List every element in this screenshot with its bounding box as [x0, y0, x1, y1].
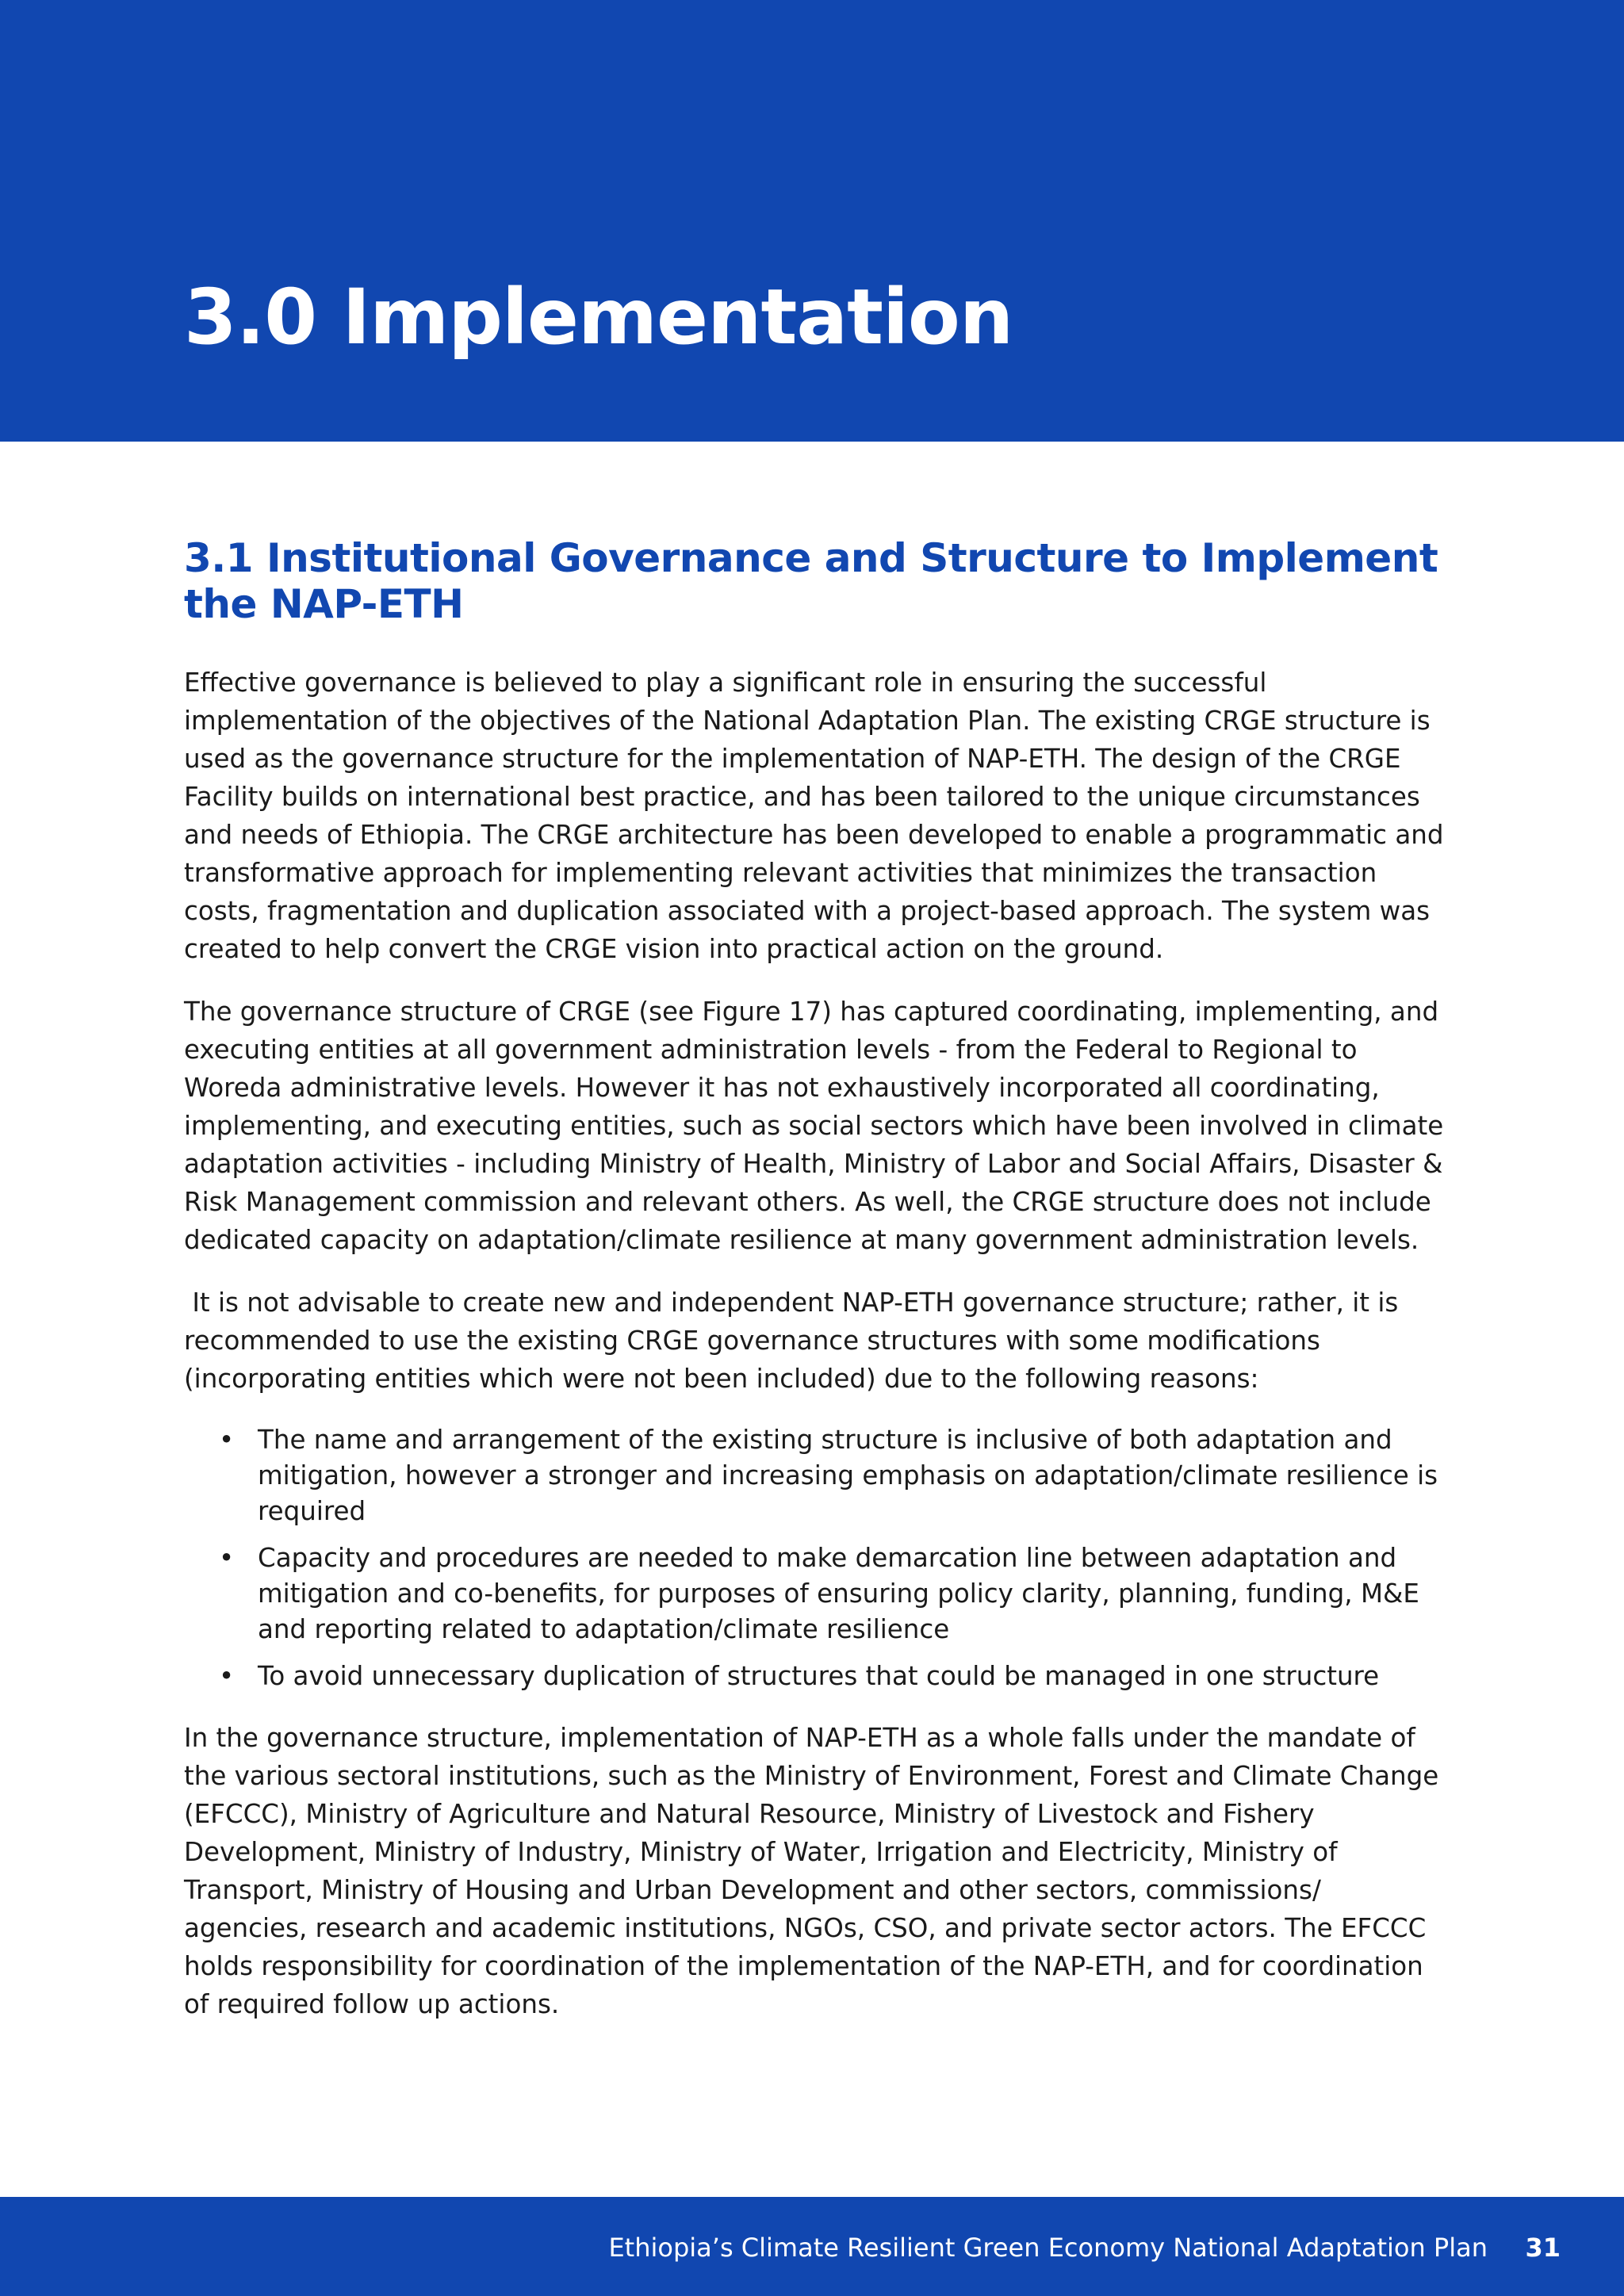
bullet-text: To avoid unnecessary duplication of structures that could be managed in one structure	[258, 1661, 1380, 1691]
bullet-marker: •	[219, 1661, 235, 1691]
footer-document-title: Ethiopia’s Climate Resilient Green Economy National Adaptation Plan	[608, 2233, 1488, 2263]
bullet-marker: •	[219, 1425, 235, 1455]
body-paragraph-2: The governance structure of CRGE (see Figure 17) has captured coordinating, implementing, and executing entities at all government administration levels - from the Federal to Regional to Woreda administrative levels. However it has not exhaustively incorporated all coordinating, implementing, and executing entities, such as social sectors which have been involved in climate adaptation activities - including Ministry of Health, Ministry of Labor and Social Affairs, Disaster & Risk Management commission and relevant others. As well, the CRGE structure does not include dedicated capacity on adaptation/climate resilience at many government administration levels.	[184, 997, 1444, 1255]
bullet-text: The name and arrangement of the existing structure is inclusive of both adaptation and mitigation, however a stronger and increasing emphasis on adaptation/climate resilience is required	[258, 1425, 1438, 1526]
bullet-item	[184, 1540, 1445, 1647]
body-paragraph-3: It is not advisable to create new and independent NAP-ETH governance structure; rather, it is recommended to use the existing CRGE governance structures with some modifications (incorporating entities which were not been included) due to the following reasons:	[184, 1288, 1407, 1394]
reasons-bullet-list	[184, 1422, 1445, 1694]
body-paragraph-1: Effective governance is believed to play a significant role in ensuring the successful implementation of the objectives of the National Adaptation Plan. The existing CRGE structure is used as the governance structure for the implementation of NAP-ETH. The design of the CRGE Facility builds on international best practice, and has been tailored to the unique circumstances and needs of Ethiopia. The CRGE architecture has been developed to enable a programmatic and transformative approach for implementing relevant activities that minimizes the transaction costs, fragmentation and duplication associated with a project-based approach. The system was created to help convert the CRGE vision into practical action on the ground.	[184, 668, 1444, 964]
chapter-title: 3.0 Implementation	[184, 273, 1013, 362]
chapter-header-band	[0, 0, 1624, 442]
bullet-text: Capacity and procedures are needed to make demarcation line between adaptation and mitigation and co-benefits, for purposes of ensuring policy clarity, planning, funding, M&E and reporting related to adaptation/climate resilience	[258, 1543, 1419, 1644]
section-heading: 3.1 Institutional Governance and Structure to Implement the NAP-ETH	[184, 535, 1438, 627]
bullet-item	[184, 1422, 1445, 1529]
body-paragraph-4: In the governance structure, implementation of NAP-ETH as a whole falls under the mandate of the various sectoral institutions, such as the Ministry of Environment, Forest and Climate Change (EFCCC), Ministry of Agriculture and Natural Resource, Ministry of Livestock and Fishery Development, Ministry of Industry, Ministry of Water, Irrigation and Electricity, Ministry of Transport, Ministry of Housing and Urban Development and other sectors, commissions/ agencies, research and academic institutions, NGOs, CSO, and private sector actors. The EFCCC holds responsibility for coordination of the implementation of the NAP-ETH, and for coordination of required follow up actions.	[184, 1723, 1439, 2019]
bullet-item	[184, 1659, 1445, 1694]
bullet-marker: •	[219, 1543, 235, 1573]
page-number: 31	[1525, 2233, 1561, 2263]
page-content	[184, 535, 1445, 2048]
